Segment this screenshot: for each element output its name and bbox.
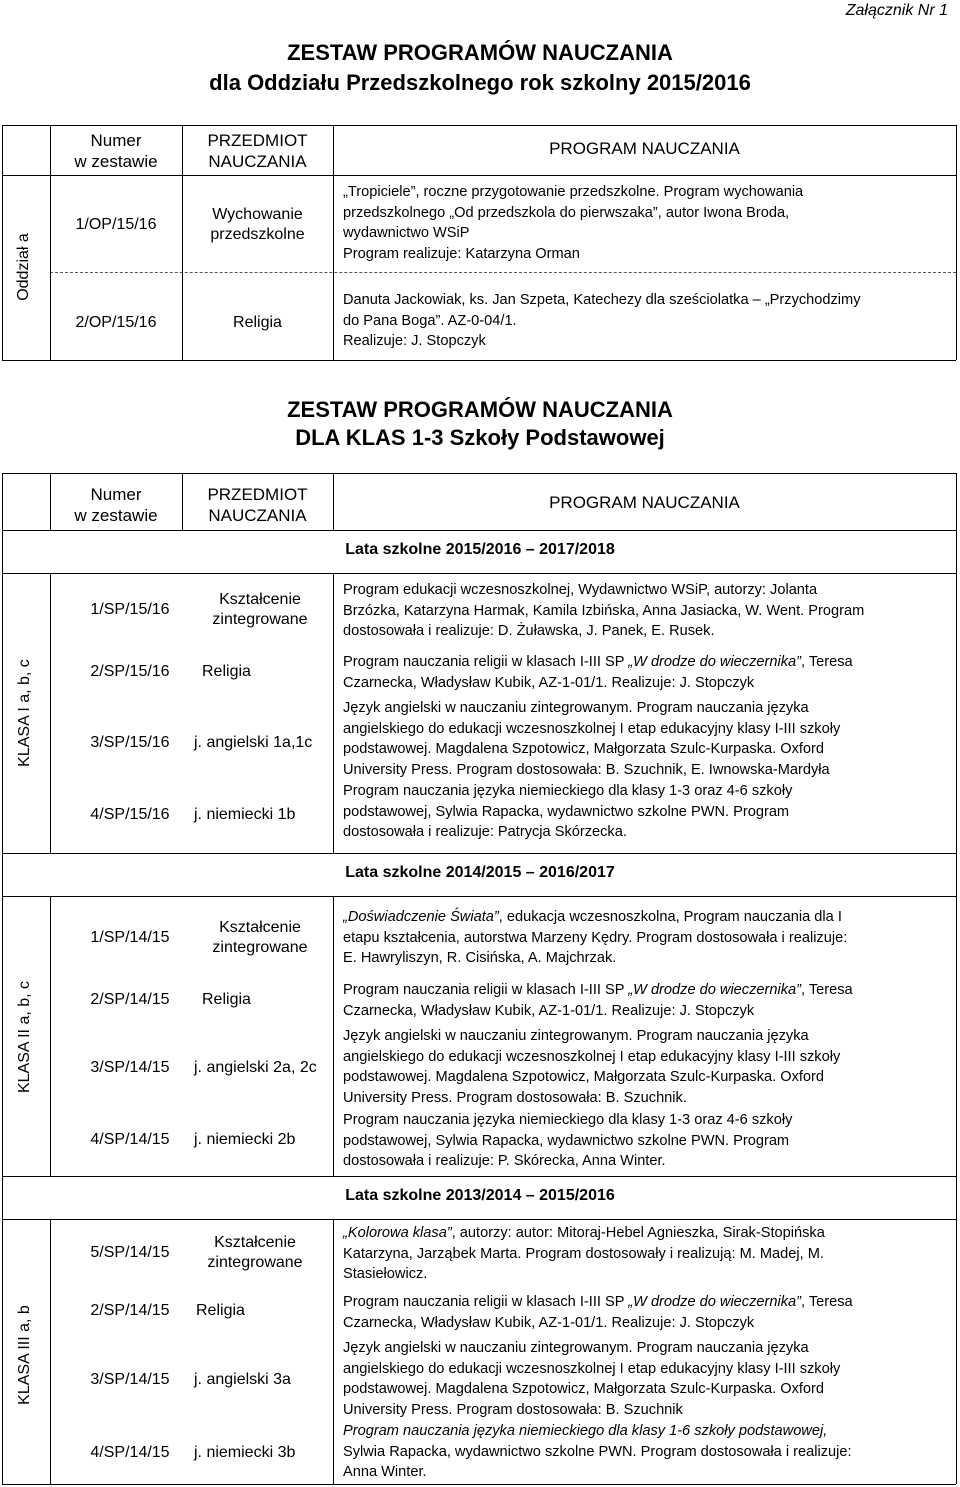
row-subject (180, 1233, 330, 1273)
desc-line (343, 980, 933, 1001)
row-description (343, 580, 933, 642)
desc-part: , Teresa (801, 1294, 853, 1310)
row-number: 2/SP/14/15 (90, 991, 170, 1008)
row-number: 4/SP/14/15 (90, 1131, 170, 1148)
desc-line (343, 1223, 933, 1244)
desc-line: angielskiego do edukacji wczesnoszkolnej I etap edukacyjny klasy I-III szkoły (343, 720, 841, 737)
section1-title-line1: ZESTAW PROGRAMÓW NAUCZANIA (287, 40, 673, 65)
row-number: 3/SP/14/15 (90, 1059, 170, 1076)
desc-part: Program nauczania religii w klasach I-III SP (343, 982, 629, 998)
row-subject: j. niemiecki 2b (194, 1131, 296, 1148)
desc-line: Realizuje: J. Stopczyk (343, 333, 486, 349)
row-description (343, 1223, 933, 1285)
s1-header-number-line1: Numer (90, 131, 142, 150)
s2-header-number-line2: w zestawie (74, 506, 158, 525)
desc-line: E. Hawryliszyn, R. Cisińska, A. Majchrzak. (343, 950, 617, 966)
s1-header-program: PROGRAM NAUCZANIA (549, 139, 740, 158)
row-number: 1/SP/15/16 (90, 601, 170, 618)
row-description (343, 781, 933, 843)
s1-header-number (50, 130, 182, 172)
row-subject: j. angielski 1a,1c (194, 734, 313, 751)
desc-line: podstawowej. Magdalena Szpotowicz, Małgorzata Szulc-Kurpaska. Oxford (343, 1381, 825, 1397)
row-number: 3/SP/14/15 (90, 1371, 170, 1388)
row-description (343, 698, 933, 780)
row-subject (182, 205, 333, 245)
section1-title-line2: dla Oddziału Przedszkolnego rok szkolny 2015/2016 (209, 70, 751, 95)
row-subject: Religia (202, 991, 251, 1008)
desc-line: University Press. Program dostosowała: B. Szuchnik, E. Iwnowska-Mardyła (343, 761, 830, 778)
period-heading: Lata szkolne 2013/2014 – 2015/2016 (345, 1187, 615, 1204)
desc-line: Sylwia Rapacka, wydawnictwo szkolne PWN. Program dostosowała i realizuje: (343, 1443, 852, 1460)
row-description (343, 290, 933, 352)
desc-italic: „W drodze do wieczernika” (628, 654, 802, 670)
row-description (343, 980, 933, 1021)
desc-line: podstawowej. Magdalena Szpotowicz, Małgorzata Szulc-Kurpaska. Oxford (343, 741, 825, 757)
row-subject-line2: przedszkolne (210, 226, 305, 243)
desc-line: Język angielski w nauczaniu zintegrowanym. Program nauczania języka (343, 700, 809, 716)
row-description (343, 652, 933, 693)
desc-line: etapu kształcenia, autorstwa Marzeny Kędry. Program dostosowała i realizuje: (343, 929, 848, 946)
row-number: 2/SP/15/16 (90, 663, 170, 680)
row-subject-line2: zintegrowane (207, 1254, 303, 1271)
desc-line: Anna Winter. (343, 1464, 427, 1480)
row-subject (185, 918, 335, 958)
s2-header-program: PROGRAM NAUCZANIA (549, 493, 740, 512)
row-number: 4/SP/14/15 (90, 1444, 170, 1461)
desc-line: University Press. Program dostosowała: B. Szuchnik. (343, 1089, 687, 1106)
desc-line: Katarzyna, Jarząbek Marta. Program dostosowały i realizują: M. Madej, M. (343, 1245, 824, 1262)
row-number: 3/SP/15/16 (90, 734, 170, 751)
s2-header-subject-line2: NAUCZANIA (208, 506, 307, 525)
desc-line (343, 652, 933, 673)
desc-part: , Teresa (801, 982, 853, 998)
group-label-klasa-2: KLASA II a, b, c (16, 980, 33, 1094)
row-subject-line2: zintegrowane (212, 611, 308, 628)
row-subject: j. niemiecki 1b (194, 806, 296, 823)
row-description (343, 1292, 933, 1333)
row-subject-line1: Wychowanie (212, 206, 303, 223)
row-subject-line2: zintegrowane (212, 939, 308, 956)
period-heading: Lata szkolne 2014/2015 – 2016/2017 (345, 864, 615, 881)
desc-line: wydawnictwo WSiP (343, 225, 470, 241)
row-description (343, 182, 933, 264)
row-number: 1/SP/14/15 (90, 929, 170, 946)
desc-part: Program nauczania religii w klasach I-III SP (343, 1294, 629, 1310)
s1-header-subject-line2: NAUCZANIA (208, 152, 307, 171)
row-description (343, 1338, 933, 1420)
desc-line: podstawowej, Sylwia Rapacka, wydawnictwo szkolne PWN. Program (343, 803, 790, 820)
row-subject (185, 590, 335, 630)
s2-header-number (50, 484, 182, 526)
desc-part: , autorzy: autor: Mitoraj-Hebel Agnieszka, Sirak-Stopińska (451, 1225, 825, 1241)
desc-line: angielskiego do edukacji wczesnoszkolnej I etap edukacyjny klasy I-III szkoły (343, 1360, 841, 1377)
desc-italic: „Doświadczenie Świata” (343, 909, 499, 925)
desc-line: Czarnecka, Władysław Kubik, AZ-1-01/1. Realizuje: J. Stopczyk (343, 1002, 755, 1019)
desc-line: Program nauczania języka niemieckiego dla klasy 1-3 oraz 4-6 szkoły (343, 1112, 793, 1128)
row-number: 4/SP/15/16 (90, 806, 170, 823)
row-description (343, 907, 933, 969)
row-number: 5/SP/14/15 (90, 1244, 170, 1261)
desc-part: , edukacja wczesnoszkolna, Program nauczania dla I (498, 909, 842, 925)
row-description (343, 1110, 933, 1172)
desc-italic: „W drodze do wieczernika” (628, 982, 802, 998)
row-subject: j. angielski 2a, 2c (194, 1059, 317, 1076)
desc-line: Program edukacji wczesnoszkolnej, Wydawnictwo WSiP, autorzy: Jolanta (343, 582, 818, 598)
s1-header-subject (182, 130, 333, 172)
s2-header-number-line1: Numer (90, 485, 142, 504)
annex-label: Załącznik Nr 1 (845, 2, 948, 19)
row-subject: Religia (202, 663, 251, 680)
row-number: 1/OP/15/16 (75, 216, 157, 233)
desc-line (343, 1292, 933, 1313)
desc-line: dostosowała i realizuje: D. Żuławska, J. Panek, E. Rusek. (343, 623, 715, 639)
desc-line: Brzózka, Katarzyna Harmak, Kamila Izbińska, Anna Jasiacka, W. Went. Program (343, 602, 865, 619)
row-subject-line1: Kształcenie (214, 1234, 296, 1251)
desc-line (343, 907, 933, 928)
desc-part: Program nauczania religii w klasach I-III SP (343, 654, 629, 670)
desc-line: podstawowej, Sylwia Rapacka, wydawnictwo szkolne PWN. Program (343, 1132, 790, 1149)
desc-line: University Press. Program dostosowała: B. Szuchnik (343, 1401, 683, 1418)
desc-part: , Teresa (801, 654, 853, 670)
desc-line: Program nauczania języka niemieckiego dla klasy 1-3 oraz 4-6 szkoły (343, 783, 793, 799)
row-description (343, 1026, 933, 1108)
group-label-oddzial: Oddział a (15, 233, 32, 301)
desc-line: Język angielski w nauczaniu zintegrowanym. Program nauczania języka (343, 1028, 809, 1044)
desc-line: przedszkolnego „Od przedszkola do pierwszaka”, autor Iwona Broda, (343, 204, 790, 221)
row-number: 2/SP/14/15 (90, 1302, 170, 1319)
group-label-klasa-3: KLASA III a, b (16, 1305, 33, 1405)
row-number: 2/OP/15/16 (75, 314, 157, 331)
desc-line: „Tropiciele”, roczne przygotowanie przedszkolne. Program wychowania (343, 184, 804, 200)
row-subject: j. angielski 3a (194, 1371, 291, 1388)
s2-header-subject-line1: PRZEDMIOT (207, 485, 308, 504)
desc-line: dostosowała i realizuje: P. Skórecka, Anna Winter. (343, 1153, 666, 1169)
row-subject: Religia (233, 314, 282, 331)
section2-title-line2: DLA KLAS 1-3 Szkoły Podstawowej (295, 425, 665, 450)
desc-italic: „Kolorowa klasa” (343, 1225, 452, 1241)
row-subject: Religia (196, 1302, 245, 1319)
row-subject: j. niemiecki 3b (194, 1444, 296, 1461)
row-subject-line1: Kształcenie (219, 919, 301, 936)
s1-header-number-line2: w zestawie (74, 152, 158, 171)
desc-line: podstawowej. Magdalena Szpotowicz, Małgorzata Szulc-Kurpaska. Oxford (343, 1069, 825, 1085)
section2-title-line1: ZESTAW PROGRAMÓW NAUCZANIA (287, 397, 673, 422)
group-label-klasa-1: KLASA I a, b, c (16, 659, 33, 767)
row-subject-line1: Kształcenie (219, 591, 301, 608)
desc-line: Program nauczania języka niemieckiego dla klasy 1-6 szkoły podstawowej, (343, 1423, 828, 1439)
s2-header-subject (182, 484, 333, 526)
desc-line: Czarnecka, Władysław Kubik, AZ-1-01/1. Realizuje: J. Stopczyk (343, 1314, 755, 1331)
desc-line: angielskiego do edukacji wczesnoszkolnej I etap edukacyjny klasy I-III szkoły (343, 1048, 841, 1065)
desc-line: Czarnecka, Władysław Kubik, AZ-1-01/1. Realizuje: J. Stopczyk (343, 674, 755, 691)
desc-line: Język angielski w nauczaniu zintegrowanym. Program nauczania języka (343, 1340, 809, 1356)
desc-line: Program realizuje: Katarzyna Orman (343, 245, 580, 262)
desc-line: Stasiełowicz. (343, 1266, 428, 1282)
desc-line: dostosowała i realizuje: Patrycja Skórzecka. (343, 824, 627, 840)
desc-line: do Pana Boga”. AZ-0-04/1. (343, 312, 517, 329)
desc-line: Danuta Jackowiak, ks. Jan Szpeta, Katechezy dla sześciolatka – „Przychodzimy (343, 292, 861, 308)
desc-italic: „W drodze do wieczernika” (628, 1294, 802, 1310)
row-description (343, 1421, 933, 1483)
period-heading: Lata szkolne 2015/2016 – 2017/2018 (345, 541, 615, 558)
s1-header-subject-line1: PRZEDMIOT (207, 131, 308, 150)
